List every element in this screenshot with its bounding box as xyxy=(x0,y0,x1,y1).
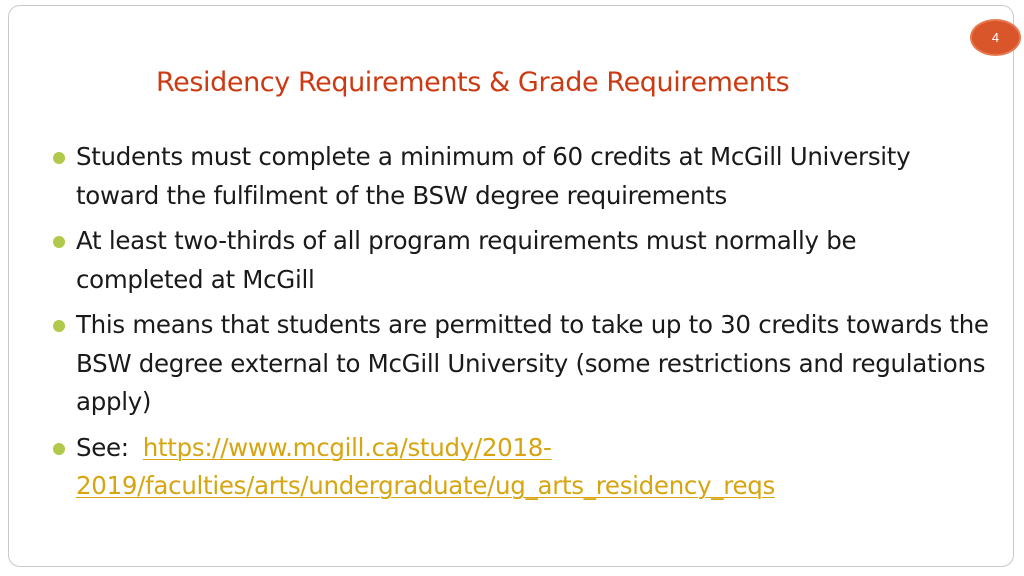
bullet-item xyxy=(49,138,989,215)
see-label: See: xyxy=(76,432,129,462)
bullet-item xyxy=(49,222,989,299)
bullet-item xyxy=(49,306,989,422)
bullet-dot-icon xyxy=(53,152,65,164)
link-text-line1: https://www.mcgill.ca/study/2018- xyxy=(142,432,552,462)
bullet-text: Students must complete a minimum of 60 credits at McGill University toward the fulfilment of the BSW degree requirements xyxy=(76,142,911,210)
link-text-line2: 2019/faculties/arts/undergraduate/ug_arts_residency_reqs xyxy=(76,471,775,500)
bullet-list xyxy=(49,138,989,513)
bullet-item-see xyxy=(49,429,989,506)
slide xyxy=(8,5,1014,567)
bullet-dot-icon xyxy=(53,236,65,248)
residency-link[interactable] xyxy=(76,433,775,501)
bullet-dot-icon xyxy=(53,320,65,332)
page-number-badge: 4 xyxy=(970,19,1021,56)
bullet-text: At least two-thirds of all program requirements must normally be completed at McGill xyxy=(76,226,857,294)
bullet-dot-icon xyxy=(53,443,65,455)
bullet-text: This means that students are permitted to take up to 30 credits towards the BSW degree external to McGill University (some restrictions and regulations apply) xyxy=(76,310,989,416)
slide-title: Residency Requirements & Grade Requirements xyxy=(156,67,790,98)
